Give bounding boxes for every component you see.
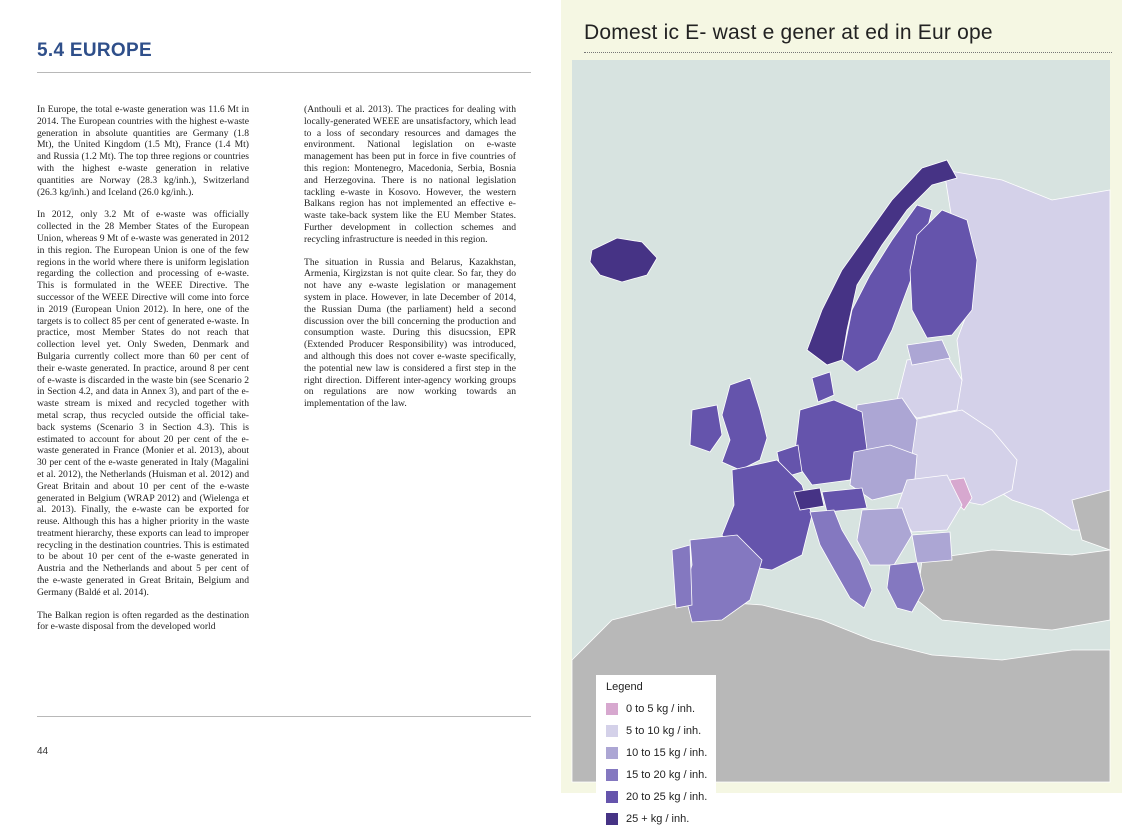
section-title: 5.4 EUROPE [37, 40, 152, 61]
legend-swatch [606, 791, 618, 803]
legend-label: 0 to 5 kg / inh. [626, 703, 696, 715]
legend-swatch [606, 813, 618, 825]
legend-swatch [606, 703, 618, 715]
legend-label: 20 to 25 kg / inh. [626, 791, 708, 803]
legend-label: 5 to 10 kg / inh. [626, 725, 702, 737]
paragraph: (Anthouli et al. 2013). The practices for dealing with locally-generated WEEE are unsatisfactory, which lead to a loss of secondary resources and damages the environment. National legislation on e-waste management has been put in force in five countries of this region: Montenegro, Macedonia, Serbia, Bosnia and Herzegovina. There is no national legislation tackling e-waste in Kosovo. However, the western Balkans region has not implemented an effective e-waste take-back system like the EU Member States. Further development in collection schemes and recycling infrastructure is needed in this region. [304, 104, 516, 245]
bulgaria [912, 532, 952, 563]
legend-title: Legend [606, 681, 643, 693]
paragraph: In 2012, only 3.2 Mt of e-waste was officially collected in the 28 Member States of the European Union, whereas 9 Mt of e-waste was generated in 2012 in this region. The European Union is one of the few regions in the world where there is uniform legislation regarding the collection and processing of e-waste. This is formulated in the WEEE Directive. The successor of the WEEE Directive will come into force in 2019 (European Union 2012). In here, one of the targets is to collect 85 per cent of generated e-waste. In practice, most Member States do not reach that collection level yet. Only Sweden, Denmark and Bulgaria currently collect more than 60 per cent of their e-waste generated. In practice, around 8 per cent of e-waste is discarded in the waste bin (see Scenario 2 in Section 4.2, and data in Annex 3), and part of the e-waste stream is mixed and recycled together with metal scrap, thus recycled outside the official take-back systems (Scenario 3 in Section 4.3). This is estimated to account for about 20 per cent of the e-waste generated in France (Monier et al. 2013), about 30 per cent of the e-waste generated in Italy (Magalini et al. 2012), the Netherlands (Huisman et al. 2012) and Great Britain and about 10 per cent of the e-waste generated in Belgium (WRAP 2012) and (Wielenga et al. 2013). Finally, the e-waste can be exported for reuse. Although this has a higher priority in the waste treatment hierarchy, these exports can lead to improper recycling in the destination countries. This is estimated to be about 10 per cent of the e-waste generated in Austria and the Netherlands and about 5 per cent of the e-waste generated in Great Britain, Belgium and Germany (Baldé et al. 2014). [37, 209, 249, 598]
paragraph: The situation in Russia and Belarus, Kazakhstan, Armenia, Kirgizstan is not quite clear. So far, they do not have any e-waste legislation or management system in place. However, in late December of 2014, the Russian Duma (the parliament) held a second discussion over the bill concerning the production and consumption waste. During this disucssion, EPR (Extended Producer Responsibility) was introduced, and although this does not cover e-waste specifically, the potential new law is considered a first step in the right direction. Different inter-agency working groups on regulations are now working towards an implementation of the law. [304, 256, 516, 410]
header-rule [37, 72, 531, 73]
paragraph: The Balkan region is often regarded as the destination for e-waste disposal from the developed world [37, 609, 249, 633]
europe-map [572, 60, 1110, 825]
legend-label: 15 to 20 kg / inh. [626, 769, 708, 781]
left-page [0, 0, 561, 793]
footer-rule [37, 716, 531, 717]
legend-label: 25 + kg / inh. [626, 813, 690, 825]
legend-swatch [606, 725, 618, 737]
legend-swatch [606, 769, 618, 781]
text-column-left [37, 104, 249, 644]
title-dotted-rule [584, 52, 1112, 53]
austria [822, 488, 867, 512]
page-number: 44 [37, 746, 49, 757]
legend-swatch [606, 747, 618, 759]
switzerland [794, 488, 824, 510]
portugal [672, 545, 692, 608]
paragraph: In Europe, the total e-waste generation was 11.6 Mt in 2014. The European countries with the highest e-waste generation in absolute quantities are Germany (1.8 Mt), the United Kingdom (1.5 Mt), France (1.4 Mt) and Russia (1.2 Mt). The top three regions or countries with the highest e-waste generation in relative quantities are Norway (28.3 kg/inh.), Switzerland (26.3 kg/inh.) and Iceland (26.0 kg/inh.). [37, 104, 249, 198]
right-page [561, 0, 1122, 825]
map-legend [596, 675, 716, 830]
map-svg [572, 60, 1110, 782]
text-column-right [304, 104, 516, 421]
legend-label: 10 to 15 kg / inh. [626, 747, 708, 759]
turkey-region [917, 550, 1110, 630]
map-title: Domest ic E- wast e gener at ed in Eur ope [584, 21, 993, 44]
